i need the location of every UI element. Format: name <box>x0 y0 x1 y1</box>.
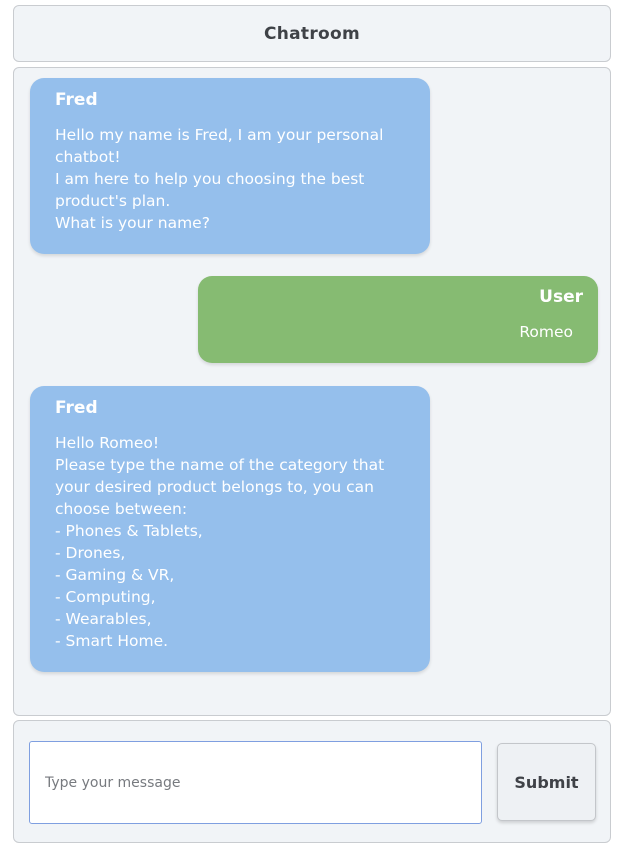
message-line: Hello my name is Fred, I am your personal <box>55 126 384 144</box>
message-line: - Drones, <box>55 544 126 562</box>
message-line: What is your name? <box>55 214 210 232</box>
submit-button[interactable]: Submit <box>497 743 596 821</box>
message-line: product's plan. <box>55 192 171 210</box>
message-sender: User <box>539 287 583 307</box>
message-line: - Smart Home. <box>55 632 169 650</box>
message-line: - Phones & Tablets, <box>55 522 203 540</box>
message-line: - Wearables, <box>55 610 152 628</box>
message-line: - Computing, <box>55 588 156 606</box>
message-text <box>55 432 406 652</box>
message-line: I am here to help you choosing the best <box>55 170 365 188</box>
message-text <box>222 321 583 343</box>
page-title: Chatroom <box>263 23 361 44</box>
message-sender: Fred <box>55 90 98 110</box>
message-line: Hello Romeo! <box>55 434 160 452</box>
chat-messages-panel[interactable] <box>13 67 611 716</box>
message-line: - Gaming & VR, <box>55 566 175 584</box>
message-line: choose between: <box>55 500 188 518</box>
message-input[interactable] <box>29 741 482 824</box>
message-line: your desired product belongs to, you can <box>55 478 374 496</box>
message-composer <box>13 720 611 843</box>
user-message-bubble <box>198 276 598 363</box>
chatroom-header <box>13 5 611 62</box>
message-sender: Fred <box>55 398 98 418</box>
message-line: Please type the name of the category that <box>55 456 385 474</box>
message-line: chatbot! <box>55 148 121 166</box>
message-line: Romeo <box>519 323 573 341</box>
bot-message-bubble <box>30 78 430 254</box>
message-text <box>55 124 406 234</box>
bot-message-bubble <box>30 386 430 672</box>
